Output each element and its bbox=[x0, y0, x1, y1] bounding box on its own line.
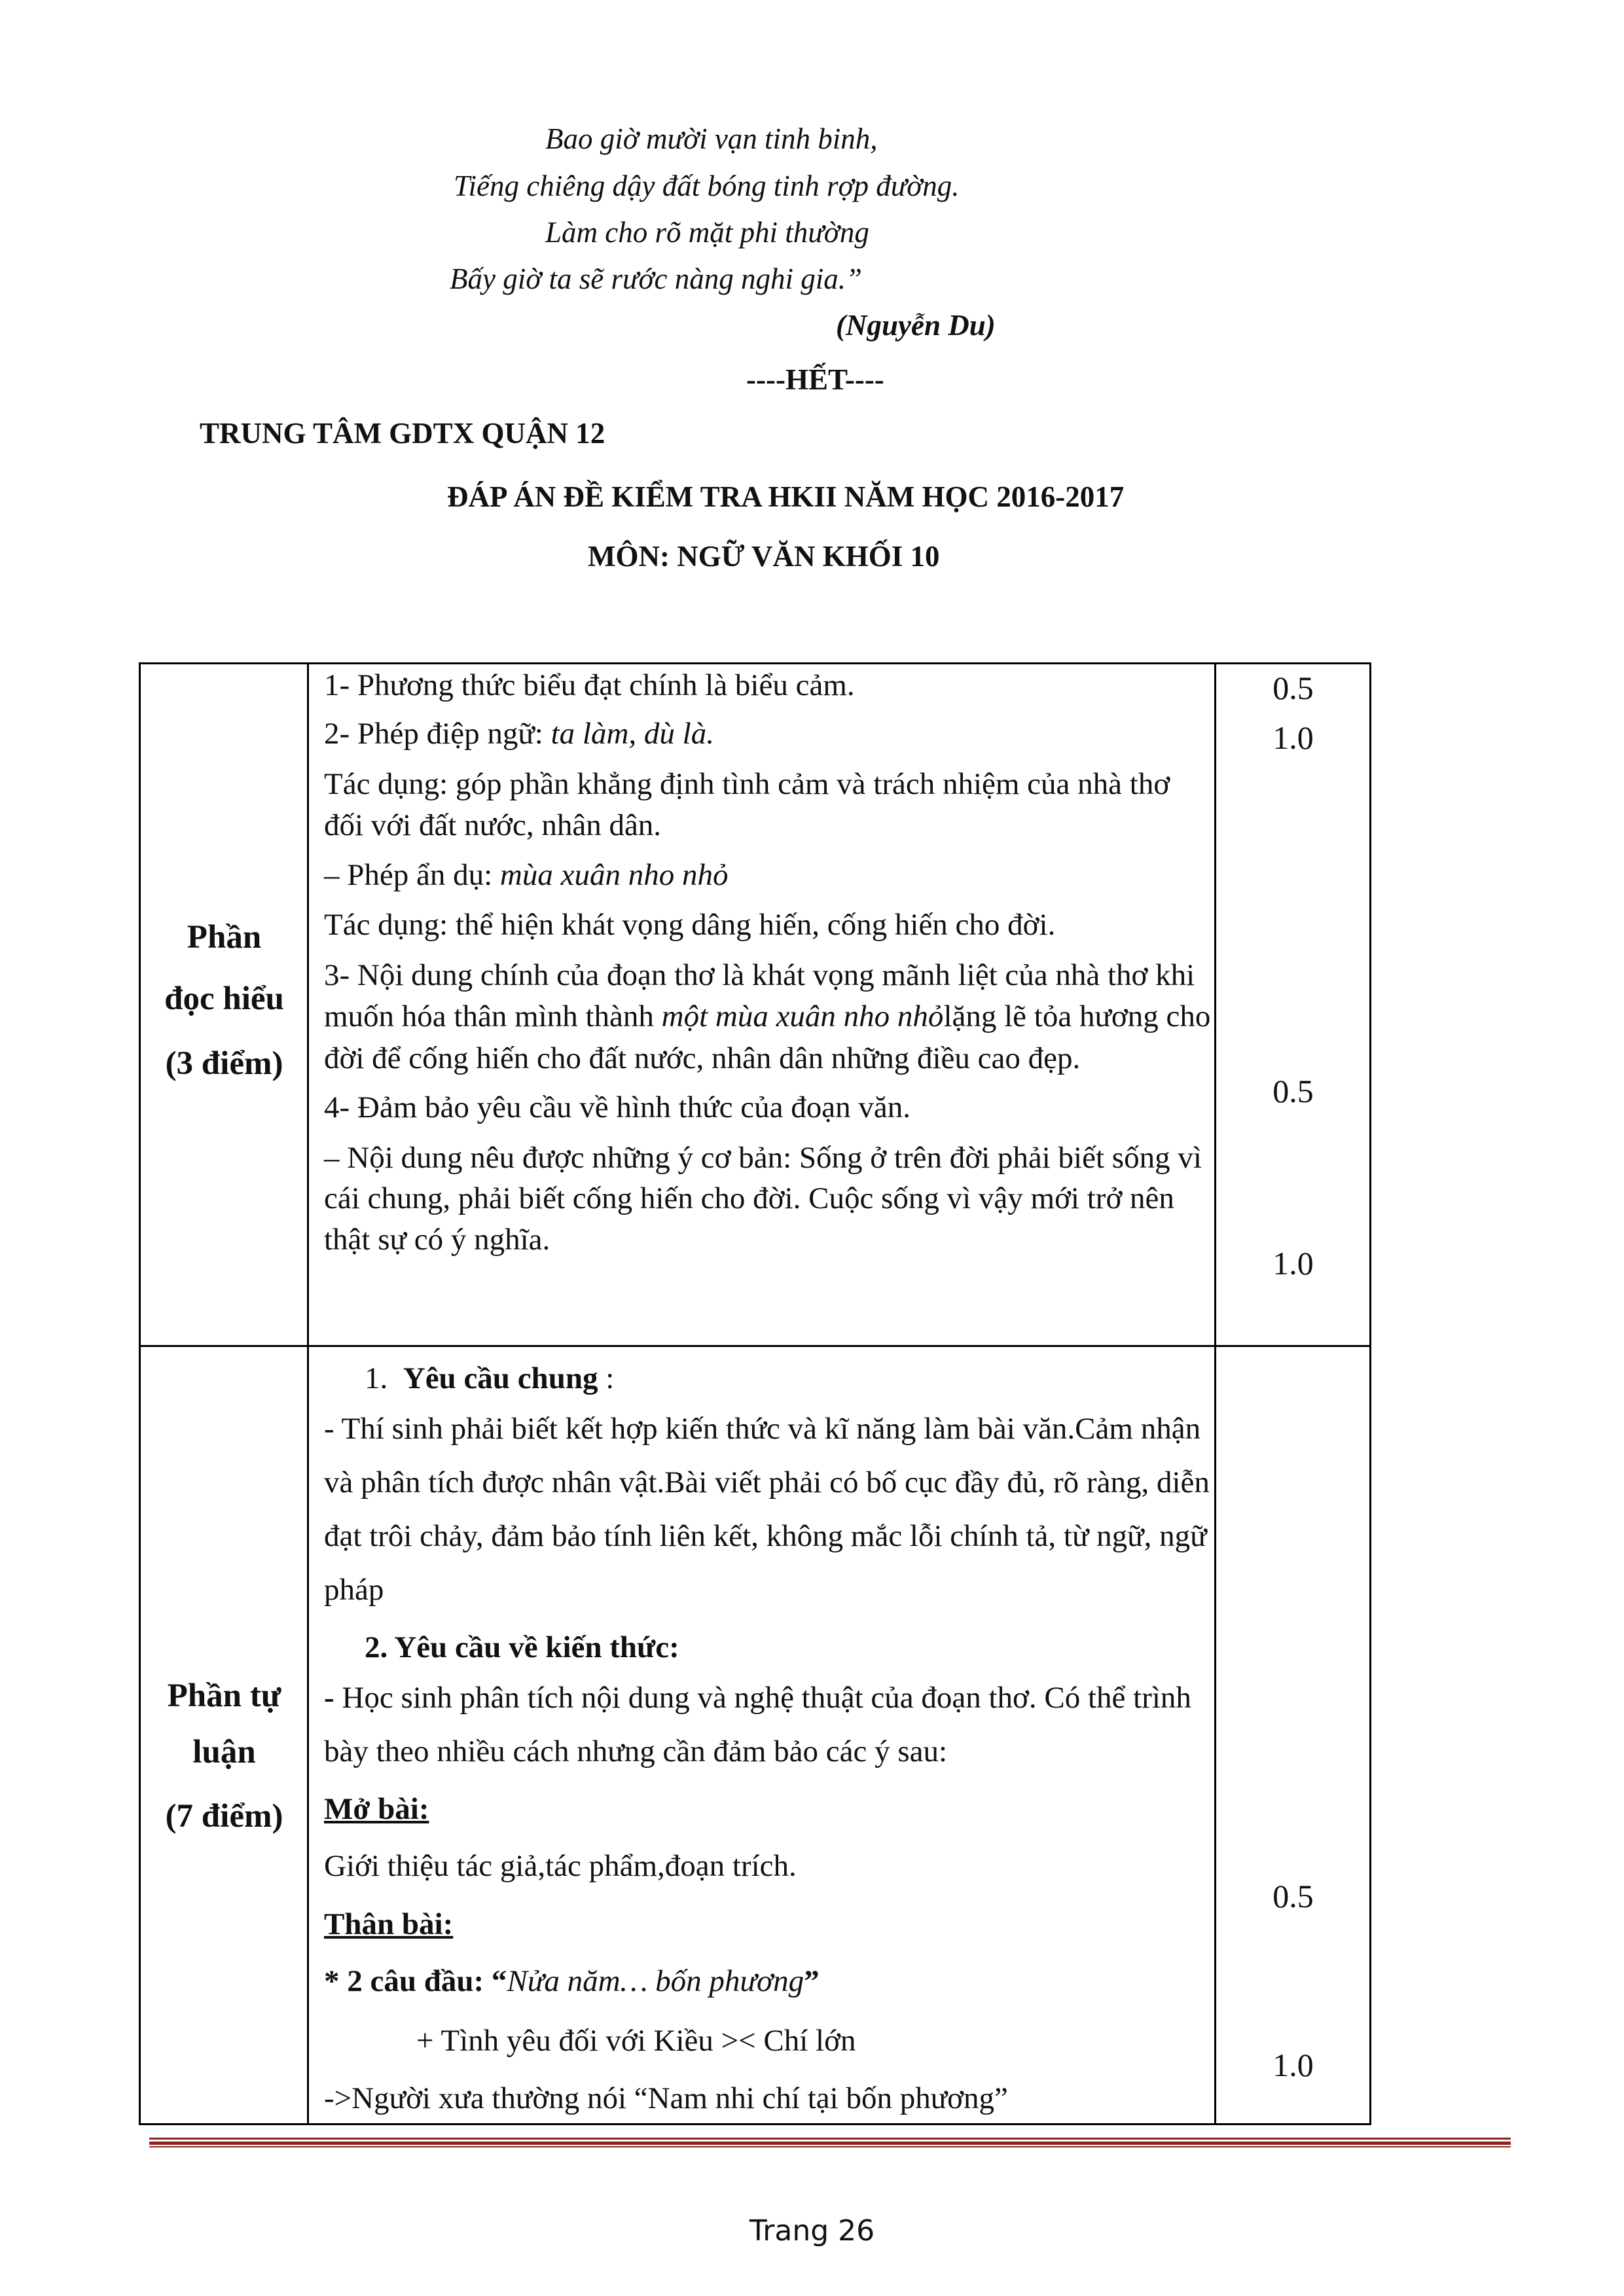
metaphor-answer: – Phép ẩn dụ: mùa xuân nho nhỏ bbox=[324, 858, 729, 892]
end-mark: ----HẾT---- bbox=[746, 363, 884, 396]
section2-label-line-3: (7 điểm) bbox=[165, 1798, 283, 1835]
poem-line-3: Làm cho rõ mặt phi thường bbox=[545, 216, 869, 249]
score-intro: 0.5 bbox=[1272, 1878, 1314, 1914]
q3-line-2: muốn hóa thân mình thành một mùa xuân nho nhỏlặng lẽ tỏa hương cho bbox=[324, 999, 1211, 1033]
section2-label-line-2: luận bbox=[192, 1734, 256, 1770]
req1-line-3: đạt trôi chảy, đảm bảo tính liên kết, không mắc lỗi chính tả, từ ngữ, ngữ bbox=[324, 1519, 1207, 1553]
req2-line-2: bày theo nhiều cách nhưng cần đảm bảo các ý sau: bbox=[324, 1734, 948, 1768]
point-2: ->Người xưa thường nói “Nam nhi chí tại bốn phương” bbox=[324, 2081, 1008, 2115]
table-border-bottom bbox=[139, 2123, 1371, 2125]
body-heading: Thân bài: bbox=[324, 1907, 454, 1941]
page-number: Trang 26 bbox=[749, 2214, 875, 2248]
footer-rule bbox=[149, 2138, 1511, 2148]
score-q2: 1.0 bbox=[1272, 719, 1314, 756]
poem-line-4: Bấy giờ ta sẽ rước nàng nghi gia.” bbox=[450, 262, 863, 295]
stanza-heading: * 2 câu đầu: “Nửa năm… bốn phương” bbox=[324, 1964, 820, 1998]
req1-heading: 1. Yêu cầu chung : bbox=[365, 1361, 615, 1395]
q4-content-line-2: cái chung, phải biết cống hiến cho đời. Cuộc sống vì vậy mới trở nên bbox=[324, 1181, 1174, 1215]
q3-line-3: đời để cống hiến cho đất nước, nhân dân những điều cao đẹp. bbox=[324, 1041, 1081, 1075]
q4-content-line-1: – Nội dung nêu được những ý cơ bản: Sống ở trên đời phải biết sống vì bbox=[324, 1141, 1202, 1175]
q1-answer: 1- Phương thức biểu đạt chính là biểu cảm. bbox=[324, 668, 855, 702]
req1-line-1: - Thí sinh phải biết kết hợp kiến thức và kĩ năng làm bài văn.Cảm nhận bbox=[324, 1412, 1201, 1446]
subject-title: MÔN: NGỮ VĂN KHỐI 10 bbox=[588, 540, 940, 573]
footer-rule-line-2 bbox=[149, 2142, 1511, 2145]
table-border-left bbox=[139, 662, 141, 2125]
poem-author: (Nguyễn Du) bbox=[836, 309, 996, 342]
q4-content-line-3: thật sự có ý nghĩa. bbox=[324, 1223, 550, 1257]
footer-rule-line-1 bbox=[149, 2138, 1511, 2140]
intro-text: Giới thiệu tác giả,tác phẩm,đoạn trích. bbox=[324, 1849, 797, 1883]
q3-line-1: 3- Nội dung chính của đoạn thơ là khát vọng mãnh liệt của nhà thơ khi bbox=[324, 958, 1195, 992]
req1-line-4: pháp bbox=[324, 1573, 384, 1607]
q4-answer: 4- Đảm bảo yêu cầu về hình thức của đoạn văn. bbox=[324, 1090, 911, 1124]
poem-line-2: Tiếng chiêng dậy đất bóng tinh rợp đường. bbox=[454, 170, 960, 202]
section1-label-line-2: đọc hiểu bbox=[164, 980, 284, 1017]
q2-effect-line-1: Tác dụng: góp phần khẳng định tình cảm và trách nhiệm của nhà thơ bbox=[324, 767, 1170, 801]
score-stanza: 1.0 bbox=[1272, 2047, 1314, 2083]
section2-label-line-1: Phần tự bbox=[167, 1677, 281, 1714]
section1-label-line-3: (3 điểm) bbox=[165, 1045, 283, 1082]
metaphor-effect: Tác dụng: thể hiện khát vọng dâng hiến, cống hiến cho đời. bbox=[324, 908, 1056, 942]
table-row-divider bbox=[139, 1345, 1371, 1347]
q2-answer: 2- Phép điệp ngữ: ta làm, dù là. bbox=[324, 717, 714, 751]
req2-heading: 2. Yêu cầu về kiến thức: bbox=[365, 1630, 679, 1664]
score-q4: 1.0 bbox=[1272, 1245, 1314, 1282]
req1-line-2: và phân tích được nhân vật.Bài viết phải có bố cục đầy đủ, rõ ràng, diễn bbox=[324, 1465, 1210, 1499]
req2-line-1: - Học sinh phân tích nội dung và nghệ thuật của đoạn thơ. Có thể trình bbox=[324, 1681, 1191, 1715]
score-q3: 0.5 bbox=[1272, 1073, 1314, 1109]
answer-table bbox=[139, 662, 1371, 2125]
section1-label-line-1: Phần bbox=[187, 919, 262, 956]
point-1: + Tình yêu đối với Kiều >< Chí lớn bbox=[416, 2024, 856, 2058]
poem-line-1: Bao giờ mười vạn tinh binh, bbox=[545, 122, 878, 155]
score-q1: 0.5 bbox=[1272, 670, 1314, 706]
document-title: ĐÁP ÁN ĐỀ KIỂM TRA HKII NĂM HỌC 2016-2017 bbox=[447, 480, 1125, 513]
footer-rule-line-3 bbox=[149, 2146, 1511, 2147]
table-border-top bbox=[139, 662, 1371, 664]
table-col-divider-1 bbox=[307, 662, 309, 2125]
center-name: TRUNG TÂM GDTX QUẬN 12 bbox=[200, 417, 605, 450]
intro-heading: Mở bài: bbox=[324, 1792, 429, 1826]
q2-effect-line-2: đối với đất nước, nhân dân. bbox=[324, 808, 662, 842]
